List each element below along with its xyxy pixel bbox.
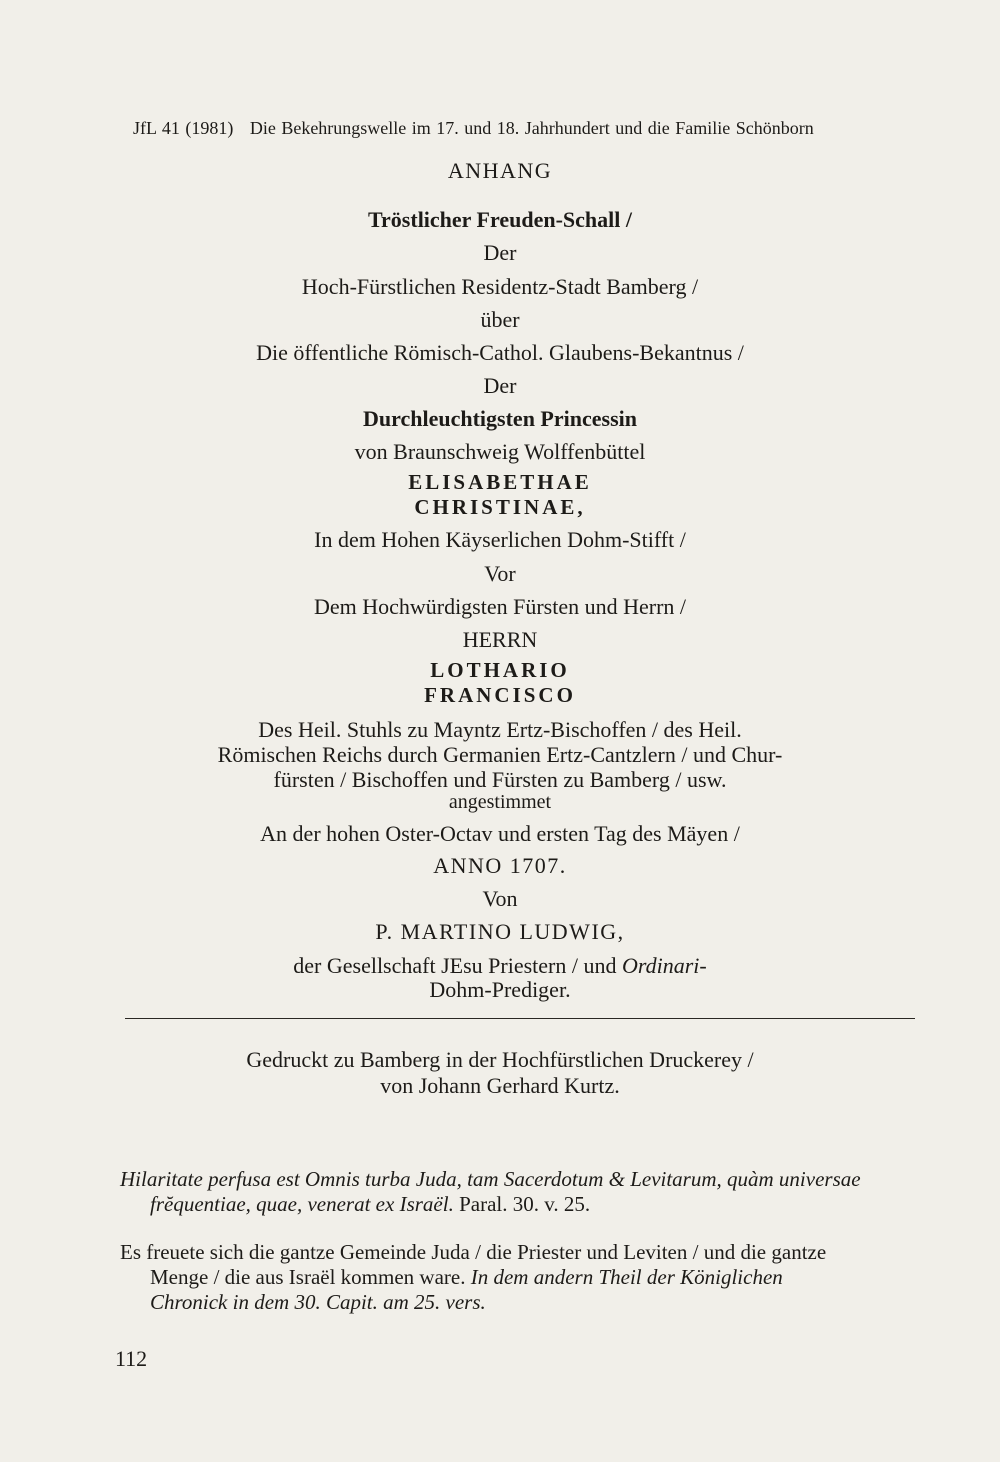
title-line: Die öffentliche Römisch-Cathol. Glaubens-Bekantnus / xyxy=(256,340,744,365)
title-line-italic: Ordinari- xyxy=(621,953,707,978)
title-line: Römischen Reichs durch Germanien Ertz-Cantzlern / und Chur- xyxy=(217,742,783,767)
page-number: 112 xyxy=(115,1346,148,1371)
title-line: ELISABETHAE xyxy=(408,470,592,494)
quote-reference: Paral. 30. v. 25. xyxy=(453,1192,591,1216)
title-line xyxy=(0,953,1000,979)
quote-line: Chronick in dem 30. Capit. am 25. vers. xyxy=(150,1290,486,1314)
title-line: von Braunschweig Wolffenbüttel xyxy=(354,439,646,464)
title-line: Durchleuchtigsten Princessin xyxy=(363,406,637,431)
title-line: Des Heil. Stuhls zu Mayntz Ertz-Bischoffen / des Heil. xyxy=(258,717,742,742)
title-line: CHRISTINAE, xyxy=(414,495,586,519)
running-title: Die Bekehrungswelle im 17. und 18. Jahrhundert und die Familie Schönborn xyxy=(249,118,814,138)
imprint-line: von Johann Gerhard Kurtz. xyxy=(380,1073,620,1098)
title-line: Von xyxy=(482,886,518,911)
title-line: über xyxy=(480,307,520,332)
title-line: Hoch-Fürstlichen Residentz-Stadt Bamberg / xyxy=(301,274,699,299)
title-line: An der hohen Oster-Octav und ersten Tag des Mäyen / xyxy=(260,821,740,846)
quote-italic: In dem andern Theil der Königlichen xyxy=(470,1265,783,1289)
quote-line: Es freuete sich die gantze Gemeinde Juda / die Priester und Leviten / und die gantze xyxy=(120,1240,827,1264)
imprint-line: Gedruckt zu Bamberg in der Hochfürstlichen Druckerey / xyxy=(246,1047,754,1072)
title-line-part: der Gesellschaft JEsu Priestern / und xyxy=(293,953,622,978)
title-line: FRANCISCO xyxy=(424,683,576,707)
title-line: Dohm-Prediger. xyxy=(429,977,571,1002)
title-line: Dem Hochwürdigsten Fürsten und Herrn / xyxy=(313,594,687,619)
quote-line: Hilaritate perfusa est Omnis turba Juda, tam Sacerdotum & Levitarum, quàm universae xyxy=(120,1167,861,1191)
quote-line xyxy=(150,1192,590,1217)
title-line: fürsten / Bischoffen und Fürsten zu Bamberg / usw. xyxy=(273,767,727,792)
title-line: ANNO 1707. xyxy=(433,853,567,878)
title-line: Der xyxy=(483,240,517,265)
quote-italic: frĕquentiae, quae, venerat ex Israël. xyxy=(150,1192,454,1216)
title-line: P. MARTINO LUDWIG, xyxy=(375,919,625,944)
divider-rule xyxy=(125,1018,915,1019)
running-header xyxy=(133,118,814,139)
title-line: angestimmet xyxy=(448,791,552,813)
title-line: HERRN xyxy=(462,627,538,652)
appendix-heading: ANHANG xyxy=(447,158,553,183)
title-line: Der xyxy=(483,373,517,398)
title-line: Vor xyxy=(484,561,516,586)
quote-line xyxy=(150,1265,783,1290)
title-line: Tröstlicher Freuden-Schall / xyxy=(368,207,632,232)
quote-part: Menge / die aus Israël kommen ware. xyxy=(150,1265,471,1289)
title-line: LOTHARIO xyxy=(430,658,570,682)
journal-reference: JfL 41 (1981) xyxy=(133,118,234,138)
title-line: In dem Hohen Käyserlichen Dohm-Stifft / xyxy=(314,527,686,552)
